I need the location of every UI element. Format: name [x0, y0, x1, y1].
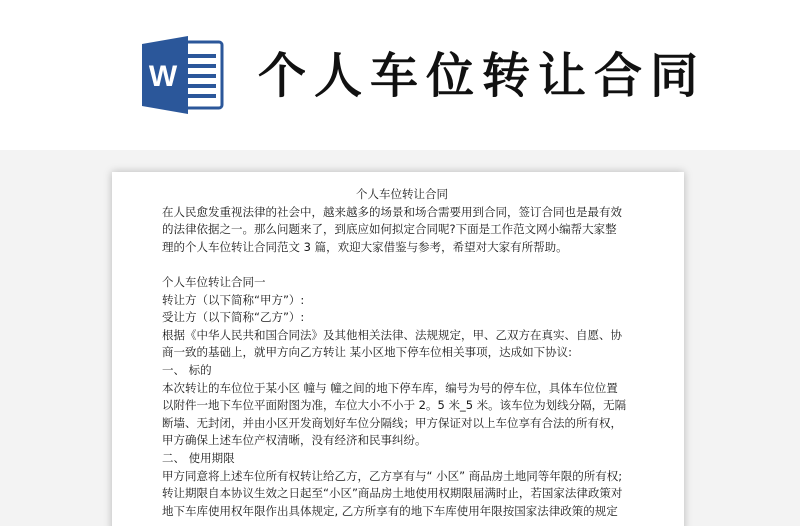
document-line: 商一致的基础上，就甲方向乙方转让 某小区地下停车位相关事项，达成如下协议:	[162, 345, 573, 360]
clause-heading: 一、 标的	[162, 362, 212, 377]
document-body	[162, 186, 642, 520]
document-line: 根据《中华人民共和国合同法》及其他相关法律、法规规定，甲、乙双方在真实、自愿、协	[162, 327, 622, 342]
clause-heading: 二、 使用期限	[162, 450, 235, 465]
document-line: 断墙、无封闭，并由小区开发商划好车位分隔线；甲方保证对以上车位享有合法的所有权，	[162, 415, 622, 430]
page-title: 个人车位转让合同	[258, 48, 707, 104]
document-line: 转让方（以下简称“甲方”）:	[162, 292, 305, 307]
document-line: 本次转让的车位位于某小区 幢与 幢之间的地下停车库，编号为号的停车位，具体车位位置	[162, 380, 618, 395]
document-line: 受让方（以下简称“乙方”）:	[162, 310, 305, 325]
document-line: 在人民愈发重视法律的社会中，越来越多的场景和场合需要用到合同，签订合同也是最有效	[162, 204, 622, 219]
document-line: 的法律依据之一。那么问题来了，到底应如何拟定合同呢?下面是工作范文网小编帮大家整	[162, 222, 617, 237]
document-blank-line	[162, 256, 642, 274]
document-line: 甲方同意将上述车位所有权转让给乙方，乙方享有与“ 小区” 商品房土地同等年限的所有权;	[162, 468, 623, 483]
document-line: 理的个人车位转让合同范文 3 篇，欢迎大家借鉴与参考，希望对大家有所帮助。	[162, 239, 568, 254]
document-line: 转让期限自本协议生效之日起至“小区”商品房土地使用权期限届满时止，若国家法律政策对	[162, 486, 623, 501]
word-icon-letter: W	[148, 60, 178, 93]
document-page	[112, 172, 684, 526]
document-title: 个人车位转让合同	[356, 187, 448, 201]
document-line: 甲方确保上述车位产权清晰，没有经济和民事纠纷。	[162, 433, 427, 448]
document-line: 以附件一地下车位平面附图为准，车位大小不小于 2。5 米_5 米。该车位为划线分隔，无隔	[162, 398, 627, 413]
section-heading: 个人车位转让合同一	[162, 274, 266, 289]
header-band	[0, 0, 800, 160]
word-document-icon	[142, 34, 226, 116]
document-line: 地下车库使用权年限作出具体规定, 乙方所享有的地下车库使用年限按国家法律政策的规定	[162, 503, 618, 518]
